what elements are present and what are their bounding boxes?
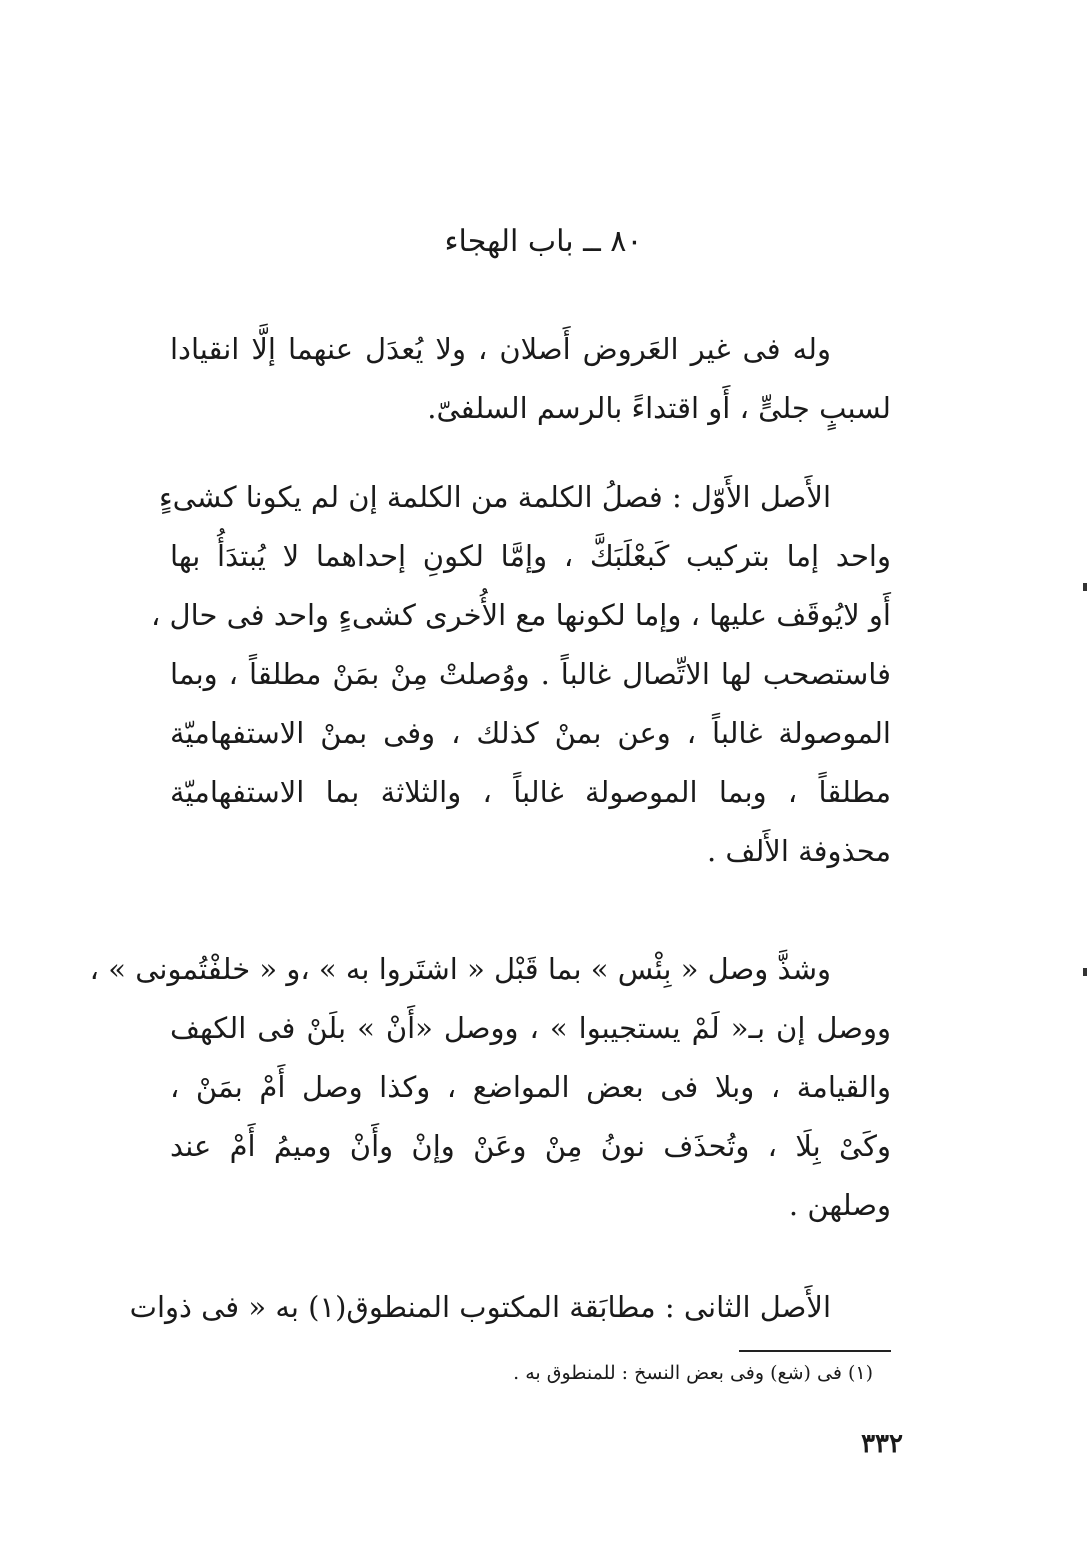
text-line: الموصولة غالباً ، وعن بمنْ كذلك ، وفى بمنْ الاستفهاميّة: [170, 716, 891, 750]
chapter-heading: ٨٠ ــ باب الهجاء: [444, 224, 643, 259]
paragraph-second-principle: [129, 1278, 891, 1337]
text-line: وصلهن .: [788, 1188, 891, 1222]
text-line: وشذَّ وصل « بِئْس » بما قَبْل « اشتَروا به » ،و « خلفْتُمونى » ،: [89, 952, 831, 986]
footnote-divider: [739, 1350, 891, 1352]
text-line: محذوفة الأَلف .: [707, 834, 891, 868]
text-line: الأَصل الأَوّل : فصلُ الكلمة من الكلمة إن لم يكونا كشىءٍ: [159, 480, 831, 514]
paragraph-exceptions: [89, 940, 891, 1235]
text-line: والقيامة ، وبلا فى بعض المواضع ، وكذا وصل أَمْ بمَنْ ،: [170, 1070, 891, 1104]
text-line: الأَصل الثانى : مطابَقة المكتوب المنطوق(١) به « فى ذوات: [129, 1290, 831, 1324]
scan-edge-mark: [1083, 968, 1087, 976]
text-line: أَو لايُوقَف عليها ، وإما لكونها مع الأُخرى كشىءٍ واحد فى حال ،: [150, 598, 891, 632]
paragraph-intro: [170, 320, 891, 438]
text-line: ووصل إن بـ« لَمْ يستجيبوا » ، ووصل «أَنْ » بلَنْ فى الكهف: [170, 1011, 891, 1045]
scan-edge-mark: [1083, 583, 1087, 591]
text-line: واحد إما بتركيب كَبعْلَبَكَّ ، وإمَّا لكونِ إحداهما لا يُبتدَأُ بها: [170, 539, 891, 573]
paragraph-first-principle: [150, 468, 891, 881]
footnote: (١) فى (شع) وفى بعض النسخ : للمنطوق به .: [513, 1362, 873, 1384]
text-line: وكَىْ بِلَا ، وتُحذَف نونُ مِنْ وعَنْ وإنْ وأَنْ وميمُ أَمْ عند: [170, 1129, 891, 1163]
page-number: ٣٣٢: [861, 1429, 903, 1459]
text-line: لسببٍ جلىٍّ ، أَو اقتداءً بالرسم السلفىّ.: [427, 391, 891, 425]
text-line: وله فى غير العَروض أَصلان ، ولا يُعدَل عنهما إلَّا انقيادا: [170, 332, 831, 366]
text-line: فاستصحب لها الاتِّصال غالباً . ووُصلتْ مِنْ بمَنْ مطلقاً ، وبما: [170, 657, 891, 691]
text-line: مطلقاً ، وبما الموصولة غالباً ، والثلاثة بما الاستفهاميّة: [170, 775, 891, 809]
